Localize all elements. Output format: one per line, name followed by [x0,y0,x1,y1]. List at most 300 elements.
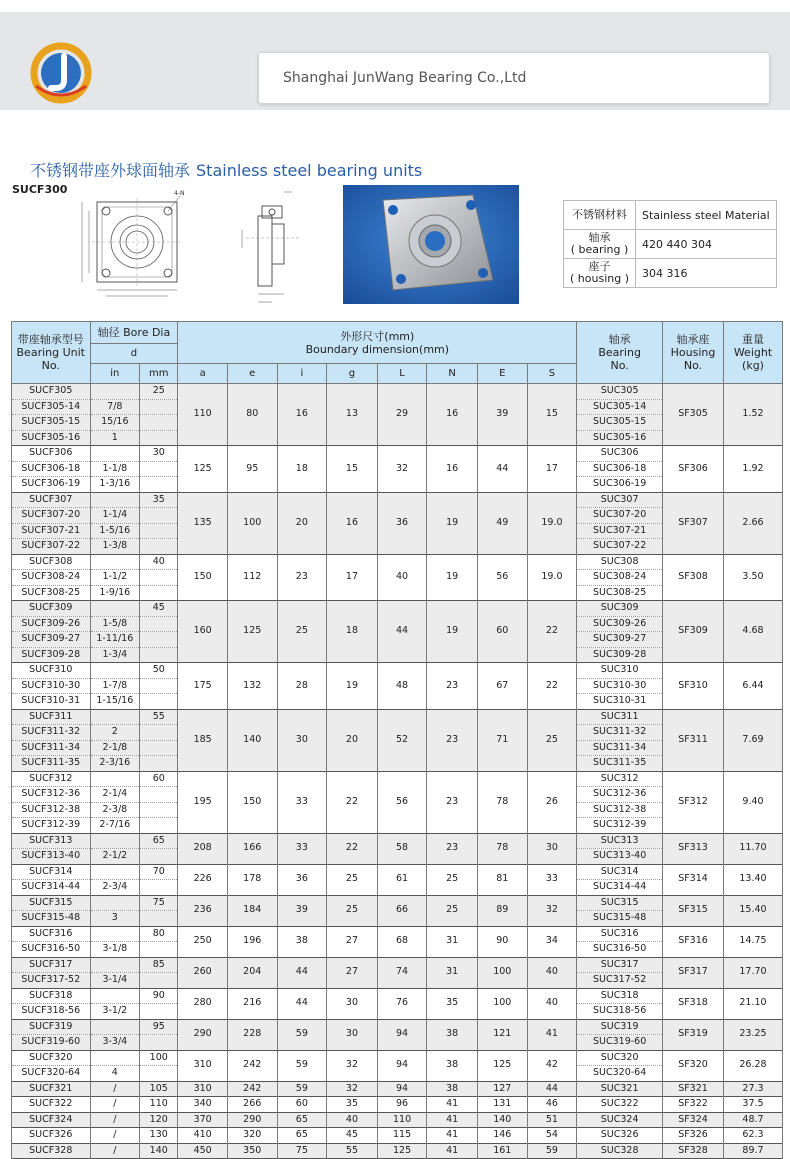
cell-housing-no: SF324 [663,1112,724,1128]
cell-bearing-no: SUC312-36 [577,787,663,803]
col-header-dim-L: L [377,364,427,384]
cell-dim-E: 81 [477,864,527,895]
cell-bore-in: 2-1/4 [90,787,140,803]
cell-bore-mm [140,694,178,710]
cell-dim-E: 67 [477,663,527,710]
cell-bore-mm [140,477,178,493]
cell-weight: 14.75 [724,926,783,957]
cell-unit-no: SUCF305-16 [12,430,91,446]
cell-housing-no: SF306 [663,446,724,493]
cell-bearing-no: SUC308-24 [577,570,663,586]
header-dim-cn: 外形尺寸(mm) [340,329,415,343]
cell-housing-no: SF326 [663,1128,724,1144]
cell-bearing-no: SUC313-40 [577,849,663,865]
title-en: Stainless steel bearing units [196,161,423,180]
table-row [12,895,783,911]
cell-dim-E: 146 [477,1128,527,1144]
cell-dim-a: 125 [178,446,228,493]
cell-bore-in: / [90,1081,140,1097]
cell-dim-a: 450 [178,1143,228,1159]
cell-dim-N: 31 [427,926,478,957]
cell-unit-no: SUCF308-24 [12,570,91,586]
table-row [12,1097,783,1113]
cell-dim-i: 25 [277,601,327,663]
cell-bore-mm: 100 [140,1050,178,1066]
col-header-dim-S: S [527,364,577,384]
cell-weight: 37.5 [724,1097,783,1113]
cell-bearing-no: SUC318-56 [577,1004,663,1020]
cell-bearing-no: SUC311-35 [577,756,663,772]
table-row [12,1128,783,1144]
cell-dim-N: 38 [427,1019,478,1050]
material-value: Stainless steel Material [636,201,777,230]
cell-bore-mm [140,1035,178,1051]
cell-bore-mm [140,585,178,601]
cell-dim-a: 208 [178,833,228,864]
col-header-dim-N: N [427,364,478,384]
cell-unit-no: SUCF307-22 [12,539,91,555]
cell-housing-no: SF322 [663,1097,724,1113]
cell-bore-in [90,492,140,508]
col-header-mm: mm [140,364,178,384]
cell-dim-a: 410 [178,1128,228,1144]
cell-dim-a: 250 [178,926,228,957]
cell-unit-no: SUCF311-35 [12,756,91,772]
cell-dim-e: 216 [227,988,277,1019]
cell-dim-e: 266 [227,1097,277,1113]
cell-unit-no: SUCF326 [12,1128,91,1144]
cell-dim-L: 48 [377,663,427,710]
cell-bearing-no: SUC320-64 [577,1066,663,1082]
cell-dim-e: 100 [227,492,277,554]
cell-dim-e: 242 [227,1081,277,1097]
cell-dim-a: 175 [178,663,228,710]
cell-dim-i: 59 [277,1019,327,1050]
cell-bore-mm: 130 [140,1128,178,1144]
cell-dim-a: 280 [178,988,228,1019]
cell-bore-in: 7/8 [90,399,140,415]
cell-weight: 15.40 [724,895,783,926]
cell-housing-no: SF315 [663,895,724,926]
header-weight-cn: 重量 [742,333,764,346]
cell-bearing-no: SUC307-20 [577,508,663,524]
cell-dim-g: 19 [327,663,378,710]
cell-bore-in [90,601,140,617]
cell-bore-mm: 105 [140,1081,178,1097]
cell-unit-no: SUCF309-28 [12,647,91,663]
cell-dim-a: 310 [178,1050,228,1081]
cell-unit-no: SUCF306-18 [12,461,91,477]
header-unit-cn: 带座轴承型号 [17,333,84,346]
cell-housing-no: SF313 [663,833,724,864]
cell-bore-mm [140,430,178,446]
cell-bearing-no: SUC326 [577,1128,663,1144]
cell-bore-in: 1 [90,430,140,446]
material-key [564,201,636,230]
cell-bore-mm: 60 [140,771,178,787]
table-row [12,1019,783,1035]
cell-dim-L: 68 [377,926,427,957]
cell-unit-no: SUCF316 [12,926,91,942]
cell-bore-in: 1-5/16 [90,523,140,539]
table-row [12,864,783,880]
cell-dim-S: 26 [527,771,577,833]
cell-dim-E: 78 [477,771,527,833]
cell-dim-E: 71 [477,709,527,771]
cell-dim-L: 74 [377,957,427,988]
cell-bore-in [90,988,140,1004]
cell-bore-in [90,1019,140,1035]
cell-dim-S: 30 [527,833,577,864]
cell-unit-no: SUCF315 [12,895,91,911]
company-name: Shanghai JunWang Bearing Co.,Ltd [258,52,770,104]
cell-dim-i: 65 [277,1112,327,1128]
cell-dim-L: 52 [377,709,427,771]
cell-dim-a: 310 [178,1081,228,1097]
cell-unit-no: SUCF318 [12,988,91,1004]
cell-bore-mm [140,1066,178,1082]
cell-bearing-no: SUC310-31 [577,694,663,710]
cell-bore-in: 1-1/2 [90,570,140,586]
cell-weight: 62.3 [724,1128,783,1144]
table-row [12,833,783,849]
col-header-weight [724,322,783,384]
cell-bore-in: / [90,1128,140,1144]
cell-dim-S: 15 [527,384,577,446]
cell-dim-L: 66 [377,895,427,926]
material-row [564,201,777,230]
cell-dim-L: 44 [377,601,427,663]
header-bearing-no: No. [610,359,629,372]
cell-unit-no: SUCF319-60 [12,1035,91,1051]
cell-dim-i: 65 [277,1128,327,1144]
cell-bore-mm [140,399,178,415]
col-header-dim-a: a [178,364,228,384]
cell-dim-E: 121 [477,1019,527,1050]
cell-bearing-no: SUC311-34 [577,740,663,756]
cell-dim-i: 39 [277,895,327,926]
cell-bore-mm [140,725,178,741]
cell-dim-e: 166 [227,833,277,864]
cell-bore-mm [140,570,178,586]
cell-dim-S: 32 [527,895,577,926]
cell-bearing-no: SUC305-14 [577,399,663,415]
cell-dim-N: 23 [427,833,478,864]
cell-unit-no: SUCF311-32 [12,725,91,741]
material-key [564,230,636,259]
cell-weight: 9.40 [724,771,783,833]
cell-bore-in: 4 [90,1066,140,1082]
cell-bearing-no: SUC316-50 [577,942,663,958]
cell-dim-E: 44 [477,446,527,493]
cell-unit-no: SUCF311 [12,709,91,725]
cell-dim-S: 54 [527,1128,577,1144]
table-row [12,771,783,787]
cell-weight: 1.92 [724,446,783,493]
cell-unit-no: SUCF320 [12,1050,91,1066]
cell-bore-mm: 80 [140,926,178,942]
cell-housing-no: SF328 [663,1143,724,1159]
cell-bearing-no: SUC318 [577,988,663,1004]
cell-bore-mm: 90 [140,988,178,1004]
cell-dim-N: 23 [427,663,478,710]
cell-dim-E: 161 [477,1143,527,1159]
cell-dim-N: 41 [427,1128,478,1144]
table-row [12,663,783,679]
cell-unit-no: SUCF318-56 [12,1004,91,1020]
cell-bore-mm [140,740,178,756]
side-view-drawing [228,188,308,310]
cell-bore-in: 2-3/16 [90,756,140,772]
cell-bore-in: 1-1/4 [90,508,140,524]
cell-bore-in: 2-3/4 [90,880,140,896]
cell-dim-e: 95 [227,446,277,493]
cell-unit-no: SUCF307 [12,492,91,508]
cell-dim-L: 115 [377,1128,427,1144]
cell-bore-mm: 35 [140,492,178,508]
cell-bearing-no: SUC315-48 [577,911,663,927]
cell-bore-in: 15/16 [90,415,140,431]
cell-bearing-no: SUC306-19 [577,477,663,493]
cell-housing-no: SF310 [663,663,724,710]
cell-bearing-no: SUC306 [577,446,663,462]
cell-dim-a: 160 [178,601,228,663]
cell-unit-no: SUCF313-40 [12,849,91,865]
col-header-dim-i: i [277,364,327,384]
cell-weight: 4.68 [724,601,783,663]
cell-dim-L: 29 [377,384,427,446]
cell-bore-mm: 50 [140,663,178,679]
cell-bearing-no: SUC314-44 [577,880,663,896]
cell-weight: 23.25 [724,1019,783,1050]
cell-dim-S: 19.0 [527,492,577,554]
cell-dim-g: 55 [327,1143,378,1159]
cell-dim-a: 290 [178,1019,228,1050]
cell-bore-in: 3 [90,911,140,927]
cell-dim-a: 260 [178,957,228,988]
cell-bore-in: 1-3/8 [90,539,140,555]
material-key [564,259,636,288]
cell-dim-i: 33 [277,771,327,833]
cell-housing-no: SF321 [663,1081,724,1097]
cell-dim-E: 140 [477,1112,527,1128]
cell-bore-mm: 85 [140,957,178,973]
cell-bore-mm [140,616,178,632]
cell-bearing-no: SUC319-60 [577,1035,663,1051]
cell-unit-no: SUCF324 [12,1112,91,1128]
cell-dim-L: 125 [377,1143,427,1159]
cell-unit-no: SUCF313 [12,833,91,849]
cell-unit-no: SUCF314 [12,864,91,880]
col-header-bore: 轴径 Bore Dia [90,322,178,344]
table-row [12,988,783,1004]
table-row [12,709,783,725]
cell-dim-L: 94 [377,1019,427,1050]
cell-dim-e: 178 [227,864,277,895]
cell-dim-E: 56 [477,554,527,601]
cell-bore-in: 1-15/16 [90,694,140,710]
cell-unit-no: SUCF322 [12,1097,91,1113]
col-header-bearing [577,322,663,384]
cell-bore-in [90,833,140,849]
material-value: 420 440 304 [636,230,777,259]
cell-dim-S: 44 [527,1081,577,1097]
cell-dim-a: 340 [178,1097,228,1113]
cell-bearing-no: SUC305-16 [577,430,663,446]
cell-dim-g: 35 [327,1097,378,1113]
cell-bearing-no: SUC310 [577,663,663,679]
cell-dim-g: 16 [327,492,378,554]
cell-dim-E: 127 [477,1081,527,1097]
cell-bearing-no: SUC308 [577,554,663,570]
cell-unit-no: SUCF308 [12,554,91,570]
cell-bore-mm [140,523,178,539]
cell-bore-mm [140,539,178,555]
cell-dim-L: 56 [377,771,427,833]
cell-unit-no: SUCF307-20 [12,508,91,524]
cell-weight: 21.10 [724,988,783,1019]
cell-bearing-no: SUC328 [577,1143,663,1159]
cell-unit-no: SUCF311-34 [12,740,91,756]
cell-housing-no: SF317 [663,957,724,988]
cell-dim-i: 20 [277,492,327,554]
drawing-label-4n: 4-N [174,190,185,197]
cell-dim-E: 78 [477,833,527,864]
cell-dim-N: 25 [427,864,478,895]
cell-dim-i: 59 [277,1050,327,1081]
col-header-dim-e: e [227,364,277,384]
cell-dim-S: 51 [527,1112,577,1128]
cell-bore-mm: 70 [140,864,178,880]
cell-bearing-no: SUC306-18 [577,461,663,477]
cell-dim-a: 370 [178,1112,228,1128]
cell-dim-N: 41 [427,1143,478,1159]
cell-unit-no: SUCF312-38 [12,802,91,818]
cell-unit-no: SUCF305-14 [12,399,91,415]
cell-dim-a: 236 [178,895,228,926]
cell-dim-E: 49 [477,492,527,554]
cell-housing-no: SF308 [663,554,724,601]
cell-dim-a: 226 [178,864,228,895]
cell-bearing-no: SUC315 [577,895,663,911]
material-key-line: 轴承 [588,231,611,244]
col-header-housing [663,322,724,384]
table-row [12,446,783,462]
cell-dim-L: 32 [377,446,427,493]
cell-dim-g: 30 [327,1019,378,1050]
cell-dim-N: 19 [427,492,478,554]
cell-unit-no: SUCF310 [12,663,91,679]
cell-dim-S: 40 [527,957,577,988]
cell-bore-in: 3-3/4 [90,1035,140,1051]
cell-dim-N: 16 [427,446,478,493]
cell-dim-e: 140 [227,709,277,771]
cell-weight: 27.3 [724,1081,783,1097]
cell-bore-in [90,709,140,725]
table-row [12,1081,783,1097]
material-key-line: ( bearing ) [570,243,629,256]
cell-dim-g: 27 [327,926,378,957]
cell-dim-e: 242 [227,1050,277,1081]
cell-dim-N: 19 [427,554,478,601]
cell-unit-no: SUCF319 [12,1019,91,1035]
cell-bore-in [90,554,140,570]
cell-dim-N: 38 [427,1050,478,1081]
cell-dim-N: 35 [427,988,478,1019]
cell-dim-g: 25 [327,895,378,926]
cell-bore-mm [140,678,178,694]
cell-dim-E: 60 [477,601,527,663]
company-logo [26,42,96,104]
cell-unit-no: SUCF316-50 [12,942,91,958]
cell-dim-S: 42 [527,1050,577,1081]
cell-dim-e: 150 [227,771,277,833]
cell-dim-g: 25 [327,864,378,895]
cell-dim-L: 94 [377,1050,427,1081]
cell-weight: 6.44 [724,663,783,710]
col-header-dim-g: g [327,364,378,384]
table-row [12,1112,783,1128]
table-row [12,957,783,973]
cell-dim-N: 25 [427,895,478,926]
cell-dim-e: 350 [227,1143,277,1159]
cell-unit-no: SUCF314-44 [12,880,91,896]
cell-dim-g: 18 [327,601,378,663]
cell-bore-in: 1-7/8 [90,678,140,694]
cell-bore-mm [140,880,178,896]
cell-bore-mm [140,461,178,477]
cell-bore-in: 1-3/16 [90,477,140,493]
table-row [12,1050,783,1066]
cell-dim-i: 44 [277,988,327,1019]
cell-bore-mm: 25 [140,384,178,400]
cell-bearing-no: SUC308-25 [577,585,663,601]
header-unit-en: Bearing Unit [16,346,85,359]
cell-bearing-no: SUC309-26 [577,616,663,632]
cell-unit-no: SUCF328 [12,1143,91,1159]
cell-dim-i: 60 [277,1097,327,1113]
cell-bore-mm: 95 [140,1019,178,1035]
cell-bore-in [90,446,140,462]
cell-dim-L: 61 [377,864,427,895]
table-row [12,601,783,617]
cell-bore-mm: 45 [140,601,178,617]
cell-housing-no: SF318 [663,988,724,1019]
cell-dim-a: 195 [178,771,228,833]
cell-bore-in: 1-3/4 [90,647,140,663]
cell-bore-mm [140,415,178,431]
cell-dim-i: 59 [277,1081,327,1097]
material-row [564,230,777,259]
header-weight-en: Weight [733,346,773,359]
cell-dim-i: 23 [277,554,327,601]
cell-bore-mm [140,787,178,803]
cell-unit-no: SUCF308-25 [12,585,91,601]
cell-dim-i: 38 [277,926,327,957]
cell-housing-no: SF314 [663,864,724,895]
cell-dim-e: 132 [227,663,277,710]
cell-bore-in: 3-1/2 [90,1004,140,1020]
cell-dim-N: 16 [427,384,478,446]
cell-unit-no: SUCF305-15 [12,415,91,431]
cell-dim-e: 184 [227,895,277,926]
cell-bore-mm [140,1004,178,1020]
model-label: SUCF300 [12,183,68,196]
material-key-line: 不锈钢材料 [572,208,627,221]
cell-bearing-no: SUC310-30 [577,678,663,694]
cell-dim-g: 27 [327,957,378,988]
cell-unit-no: SUCF310-31 [12,694,91,710]
